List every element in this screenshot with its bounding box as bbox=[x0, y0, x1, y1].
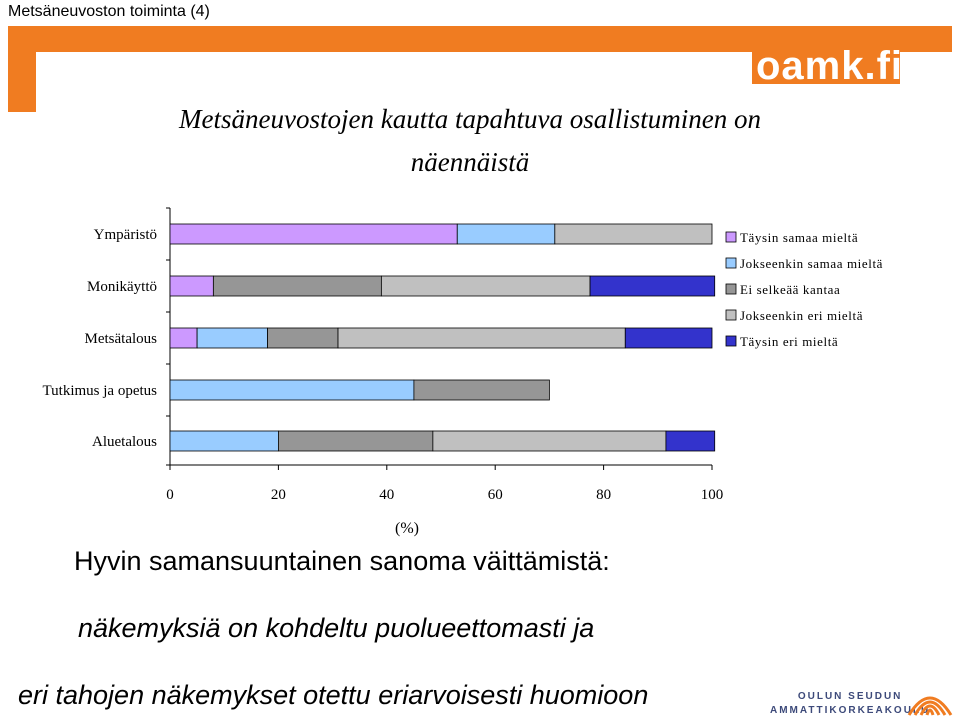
bar-segment bbox=[625, 328, 712, 348]
bar-segment bbox=[170, 224, 457, 244]
bar-segment bbox=[381, 276, 590, 296]
slide-header-label: Metsäneuvoston toiminta (4) bbox=[8, 3, 210, 20]
slide-title-line1: Metsäneuvostojen kautta tapahtuva osallistuminen on bbox=[179, 104, 761, 134]
category-label: Metsätalous bbox=[84, 331, 157, 347]
bar-segment bbox=[170, 380, 414, 400]
legend-label: Ei selkeää kantaa bbox=[740, 282, 841, 297]
x-tick-label: 20 bbox=[270, 487, 286, 503]
x-axis-label: (%) bbox=[395, 520, 419, 537]
legend-label: Täysin samaa mieltä bbox=[740, 230, 859, 245]
bar-segment bbox=[457, 224, 555, 244]
category-label: Monikäyttö bbox=[87, 279, 157, 295]
bar-segment bbox=[213, 276, 381, 296]
bar-segment bbox=[170, 328, 197, 348]
footer-org-line2: AMMATTIKORKEAKOULU bbox=[770, 705, 931, 716]
body-statement: Hyvin samansuuntainen sanoma väittämistä: bbox=[74, 546, 610, 576]
legend-swatch bbox=[726, 232, 736, 242]
slide-title-line2: näennäistä bbox=[410, 147, 530, 177]
legend-label: Jokseenkin samaa mieltä bbox=[740, 256, 884, 271]
category-label: Aluetalous bbox=[92, 434, 157, 450]
bar-segment bbox=[170, 276, 213, 296]
x-tick-label: 40 bbox=[379, 487, 395, 503]
category-label: Tutkimus ja opetus bbox=[42, 383, 157, 399]
body-quote-line1: näkemyksiä on kohdeltu puolueettomasti ja bbox=[78, 613, 595, 643]
bar-segment bbox=[590, 276, 715, 296]
bar-segment bbox=[433, 431, 666, 451]
bar-segment bbox=[666, 431, 715, 451]
bar-segment bbox=[197, 328, 267, 348]
bar-segment bbox=[170, 431, 278, 451]
bar-segment bbox=[414, 380, 550, 400]
legend-label: Täysin eri mieltä bbox=[740, 334, 839, 349]
footer-org-line1: OULUN SEUDUN bbox=[797, 691, 903, 702]
legend-swatch bbox=[726, 258, 736, 268]
oulu-emblem-icon bbox=[905, 685, 955, 717]
bar-segment bbox=[268, 328, 338, 348]
x-tick-label: 80 bbox=[596, 487, 612, 503]
legend-label: Jokseenkin eri mieltä bbox=[740, 308, 864, 323]
body-quote-line2: eri tahojen näkemykset otettu eriarvoisesti huomioon bbox=[18, 680, 649, 710]
bar-segment bbox=[338, 328, 625, 348]
x-tick-label: 60 bbox=[487, 487, 503, 503]
x-tick-label: 100 bbox=[700, 487, 724, 503]
legend-swatch bbox=[726, 310, 736, 320]
legend-swatch bbox=[726, 284, 736, 294]
bar-segment bbox=[555, 224, 712, 244]
oamk-logo: oamk.fi bbox=[756, 44, 904, 88]
category-label: Ympäristö bbox=[93, 227, 157, 243]
bar-segment bbox=[278, 431, 432, 451]
x-tick-label: 0 bbox=[166, 487, 174, 503]
legend-swatch bbox=[726, 336, 736, 346]
